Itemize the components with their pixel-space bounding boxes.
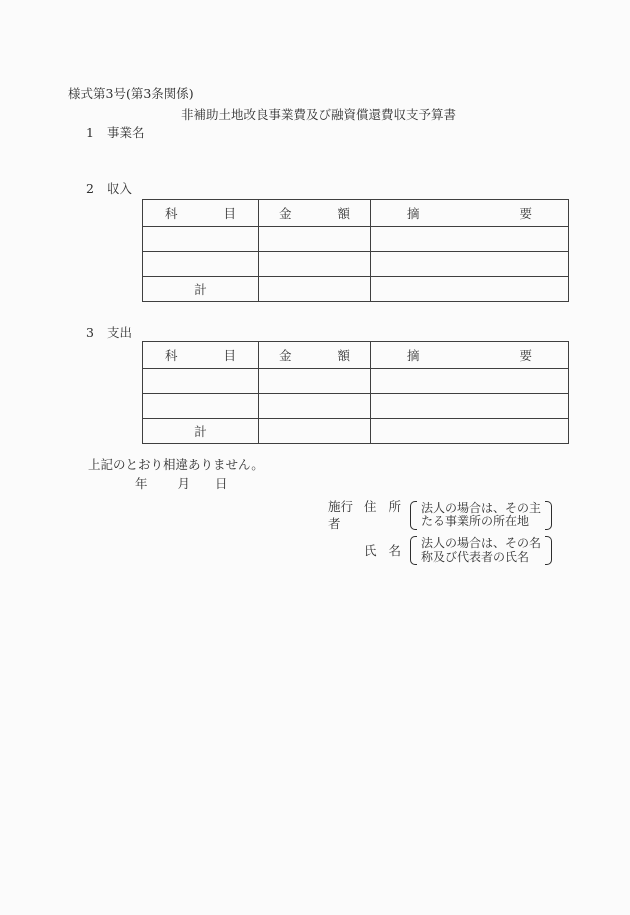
name-label-char2: 名 (388, 543, 401, 558)
header-amount-char2: 額 (337, 205, 350, 221)
address-note-line2: たる事業所の所在地 (421, 514, 530, 528)
executor-name-label (328, 542, 401, 559)
header-cell-item (143, 200, 259, 227)
blank-cell (371, 369, 569, 394)
executor-address-row (328, 498, 552, 532)
header-item-char2: 目 (223, 205, 236, 221)
section-label: 事業名 (106, 125, 145, 140)
section-business-name (86, 124, 144, 141)
year-label: 年 (135, 476, 148, 491)
address-note (417, 501, 545, 530)
header-item-char2: 目 (223, 347, 236, 363)
document-title: 非補助土地改良事業費及び融資償還費収支予算書 (181, 107, 457, 122)
header-remarks-char1: 摘 (407, 205, 420, 221)
address-label-char1: 住 (363, 499, 377, 514)
table-header-row (143, 200, 569, 227)
section-label: 収入 (106, 181, 132, 196)
header-remarks-char1: 摘 (407, 347, 420, 363)
total-row (143, 419, 569, 444)
header-remarks-char2: 要 (519, 347, 532, 363)
header-cell-amount (259, 200, 371, 227)
name-label-char1: 氏 (363, 543, 377, 558)
header-item-char1: 科 (165, 205, 178, 221)
blank-cell (259, 369, 371, 394)
blank-row (143, 394, 569, 419)
month-label: 月 (177, 476, 191, 491)
name-note (417, 536, 545, 565)
blank-cell (371, 252, 569, 277)
table-header-row (143, 342, 569, 369)
blank-cell (259, 227, 371, 252)
header-remarks-char2: 要 (519, 205, 532, 221)
section-label: 支出 (106, 325, 132, 340)
header-item-char1: 科 (165, 347, 178, 363)
blank-cell (371, 277, 569, 302)
header-cell-remarks (371, 342, 569, 369)
blank-row (143, 227, 569, 252)
address-note-line1: 法人の場合は、その主 (421, 500, 542, 515)
section-expenditure (86, 324, 132, 341)
total-label-cell: 計 (143, 419, 259, 444)
section-number: 2 (86, 181, 94, 196)
left-bracket (410, 536, 417, 565)
blank-cell (259, 419, 371, 444)
right-bracket (545, 536, 552, 565)
day-label: 日 (215, 476, 228, 491)
blank-cell (259, 252, 371, 277)
header-cell-remarks (371, 200, 569, 227)
blank-row (143, 369, 569, 394)
blank-cell (143, 394, 259, 419)
blank-cell (143, 227, 259, 252)
right-bracket (545, 501, 552, 530)
header-amount-char1: 金 (279, 205, 292, 221)
blank-row (143, 252, 569, 277)
address-label-char2: 所 (388, 499, 401, 514)
blank-cell (371, 227, 569, 252)
header-cell-item (143, 342, 259, 369)
header-amount-char2: 額 (337, 347, 350, 363)
blank-cell (143, 369, 259, 394)
header-amount-char1: 金 (279, 347, 292, 363)
expenditure-table (142, 341, 569, 444)
blank-cell (371, 419, 569, 444)
blank-cell (259, 394, 371, 419)
total-row (143, 277, 569, 302)
executor-address-label (328, 498, 401, 532)
name-note-bracket (410, 536, 552, 565)
header-cell-amount (259, 342, 371, 369)
executor-name-row (328, 536, 552, 565)
total-label-cell: 計 (143, 277, 259, 302)
blank-cell (371, 394, 569, 419)
blank-cell (143, 252, 259, 277)
section-number: 3 (86, 325, 94, 340)
date-line (135, 475, 228, 492)
left-bracket (410, 501, 417, 530)
executor-label: 施行者 (328, 499, 354, 531)
form-number: 様式第3号(第3条関係) (68, 86, 194, 101)
name-note-line1: 法人の場合は、その名 (421, 536, 542, 550)
section-income (86, 180, 132, 197)
address-note-bracket (410, 501, 552, 530)
declaration-text: 上記のとおり相違ありません。 (88, 457, 264, 472)
blank-cell (259, 277, 371, 302)
section-number: 1 (86, 125, 94, 140)
income-table (142, 199, 569, 302)
name-note-line2: 称及び代表者の氏名 (421, 549, 530, 564)
